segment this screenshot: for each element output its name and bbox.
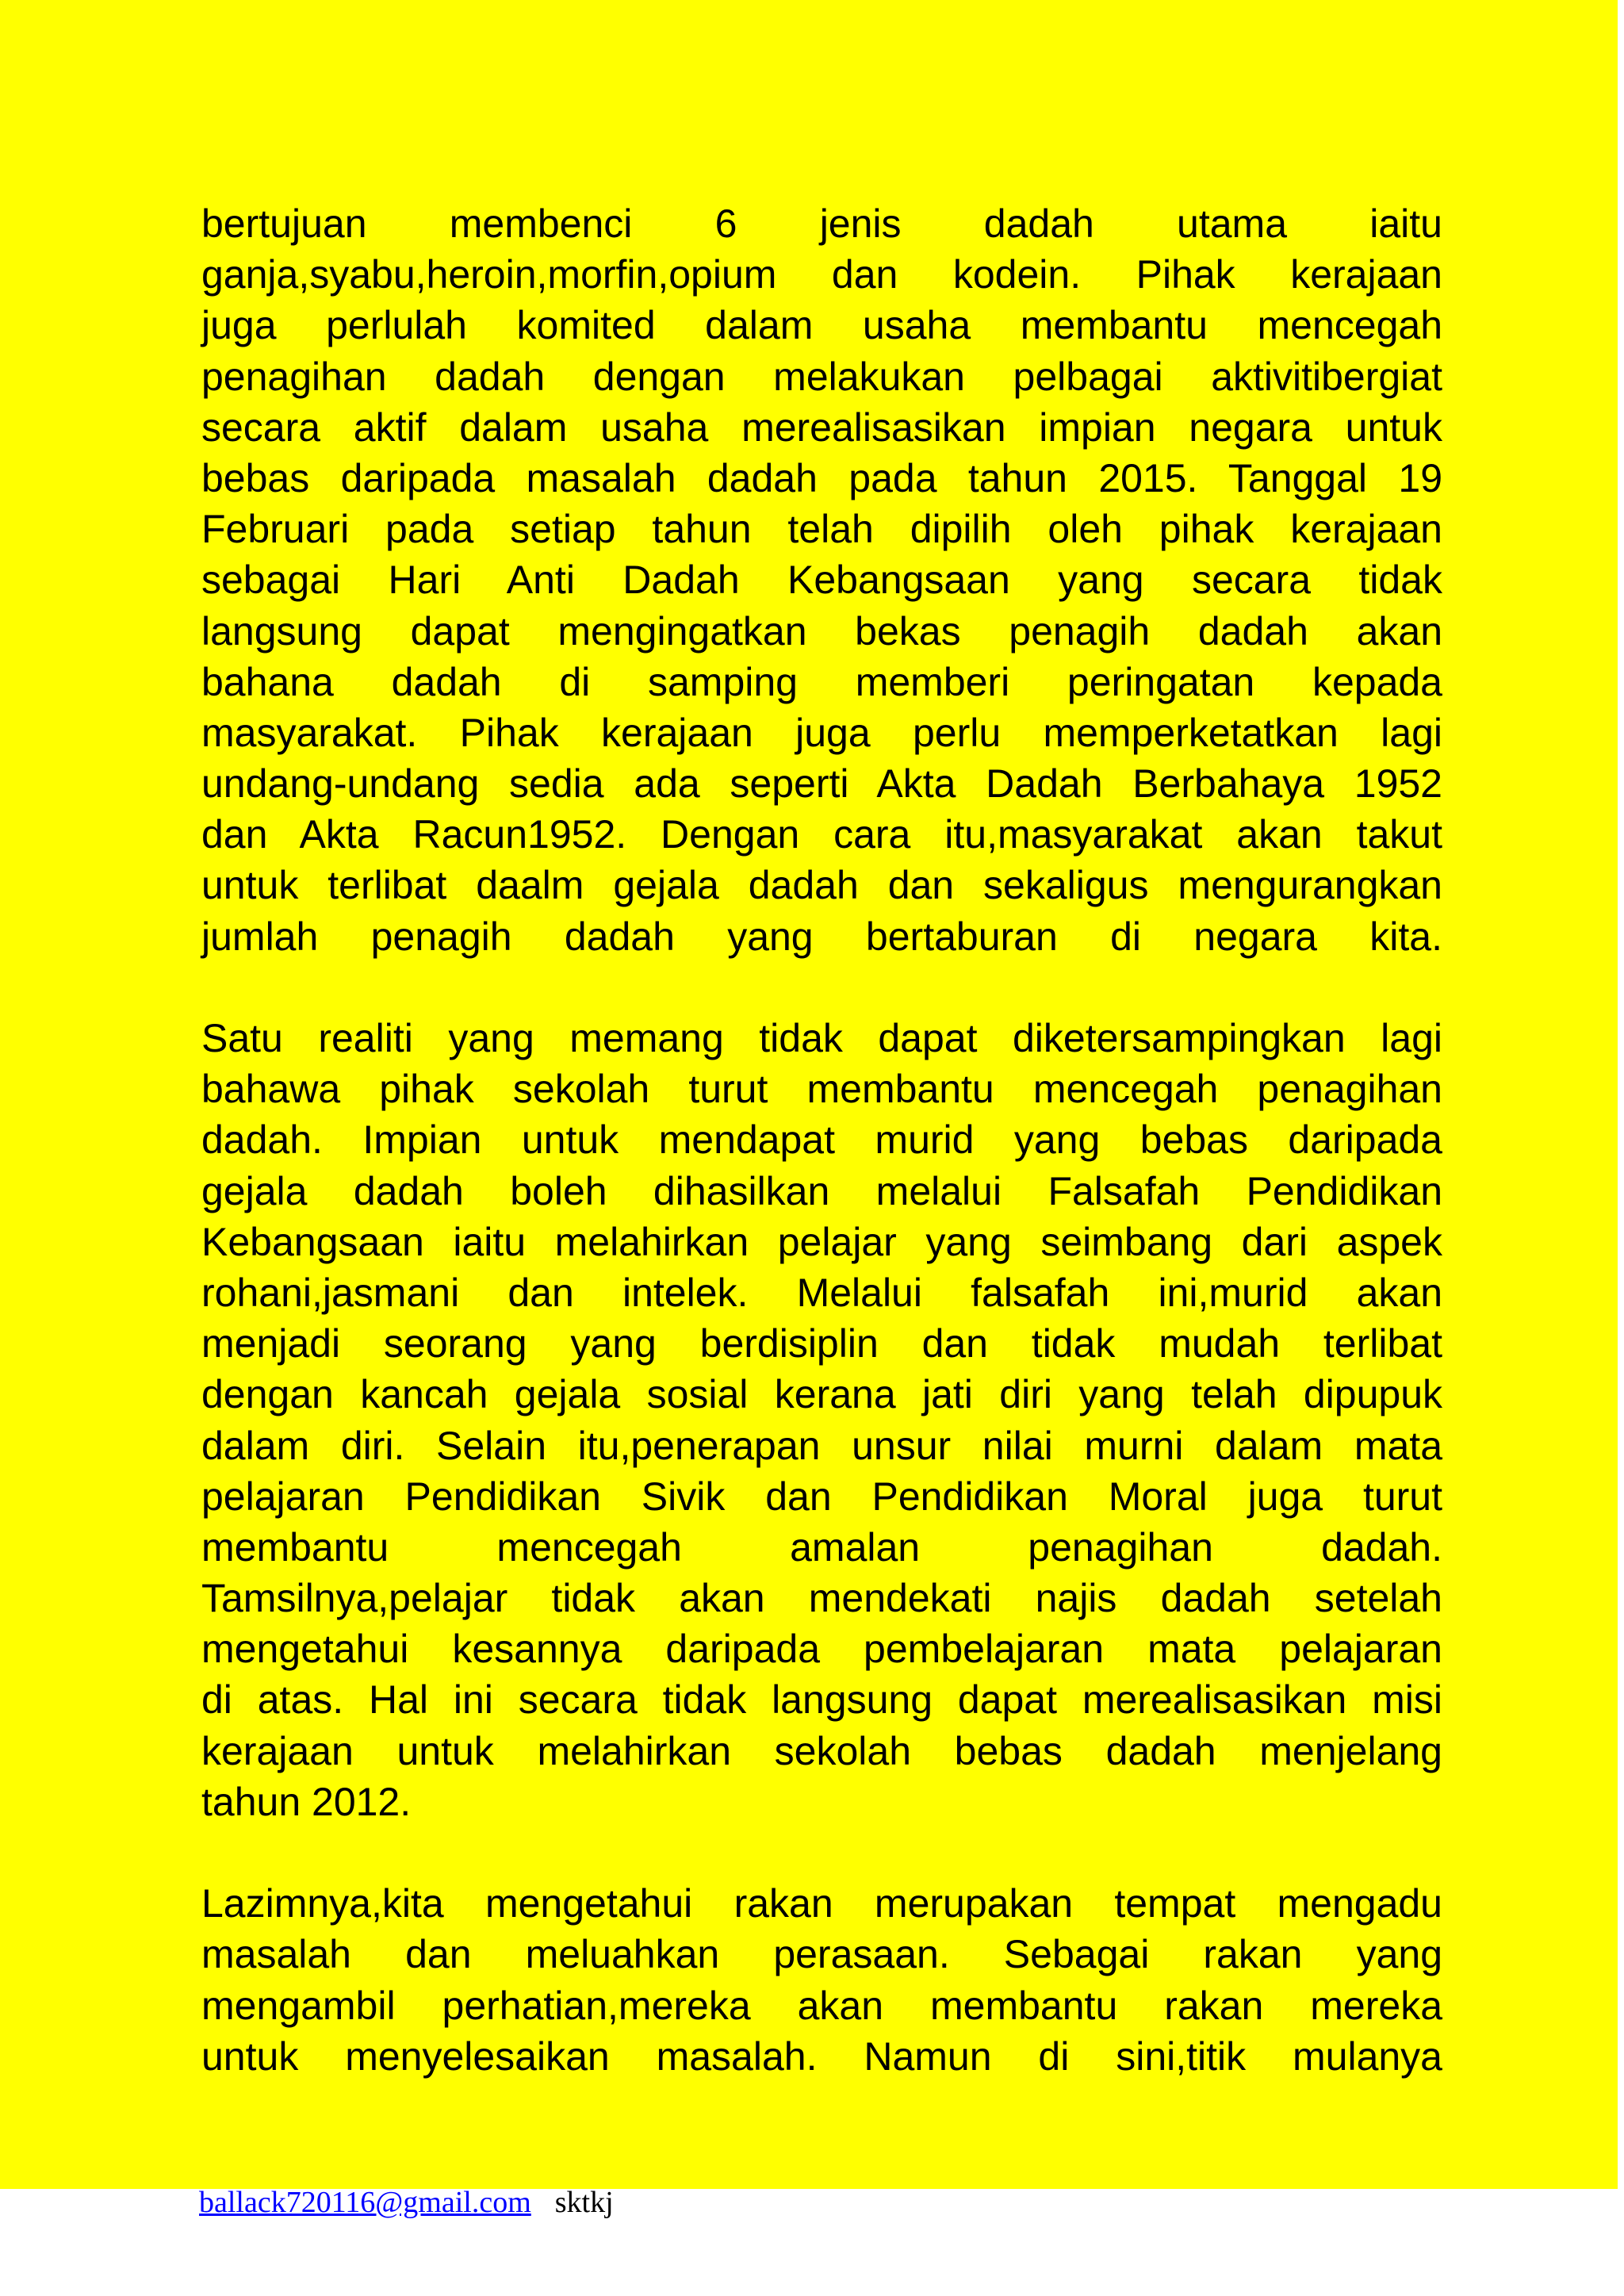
- text-line: membantu mencegah amalan penagihan dadah.: [201, 1524, 1442, 1570]
- text-line: sebagai Hari Anti Dadah Kebangsaan yang secara tidak: [201, 558, 1442, 603]
- text-line: Tamsilnya,pelajar tidak akan mendekati najis dadah setelah: [201, 1576, 1442, 1621]
- text-line: mengambil perhatian,mereka akan membantu rakan mereka: [201, 1983, 1442, 2028]
- text-line: bahawa pihak sekolah turut membantu mencegah penagihan: [201, 1067, 1442, 1112]
- text-line: dadah. Impian untuk mendapat murid yang bebas daripada: [201, 1117, 1442, 1163]
- article-body: [201, 198, 1442, 2082]
- text-line: bahana dadah di samping memberi peringatan kepada: [201, 659, 1442, 704]
- text-line: undang-undang sedia ada seperti Akta Dadah Berbahaya 1952: [201, 761, 1442, 807]
- text-line: di atas. Hal ini secara tidak langsung dapat merealisasikan misi: [201, 1677, 1442, 1723]
- text-line: dalam diri. Selain itu,penerapan unsur nilai murni dalam mata: [201, 1423, 1442, 1468]
- text-line: langsung dapat mengingatkan bekas penagih dadah akan: [201, 608, 1442, 654]
- text-line: untuk terlibat daalm gejala dadah dan sekaligus mengurangkan: [201, 863, 1442, 908]
- paragraph-1: [201, 198, 1442, 962]
- text-line: bertujuan membenci 6 jenis dadah utama iaitu: [201, 201, 1442, 246]
- email-link[interactable]: ballack720116@gmail.com: [199, 2186, 531, 2219]
- text-line: penagihan dadah dengan melakukan pelbagai aktivitibergiat: [201, 354, 1442, 399]
- text-line: Satu realiti yang memang tidak dapat diketersampingkan lagi: [201, 1016, 1442, 1060]
- text-line: dan Akta Racun1952. Dengan cara itu,masyarakat akan takut: [201, 812, 1442, 857]
- paragraph-gap: [201, 962, 1442, 1013]
- page-footer: [199, 2183, 614, 2222]
- text-line: gejala dadah boleh dihasilkan melalui Falsafah Pendidikan: [201, 1168, 1442, 1213]
- paragraph-gap: [201, 1827, 1442, 1878]
- text-line: Februari pada setiap tahun telah dipilih oleh pihak kerajaan: [201, 507, 1442, 552]
- text-line: rohani,jasmani dan intelek. Melalui falsafah ini,murid akan: [201, 1270, 1442, 1315]
- text-line: untuk menyelesaikan masalah. Namun di sini,titik mulanya: [201, 2033, 1442, 2079]
- footer-label: sktkj: [554, 2186, 614, 2219]
- text-line: ganja,syabu,heroin,morfin,opium dan kodein. Pihak kerajaan: [201, 252, 1442, 297]
- text-line: mengetahui kesannya daripada pembelajaran mata pelajaran: [201, 1627, 1442, 1672]
- text-line: dengan kancah gejala sosial kerana jati diri yang telah dipupuk: [201, 1372, 1442, 1417]
- text-line: tahun 2012.: [201, 1779, 412, 1824]
- text-line: masyarakat. Pihak kerajaan juga perlu memperketatkan lagi: [201, 710, 1442, 755]
- paragraph-2: [201, 1013, 1442, 1827]
- text-line: Lazimnya,kita mengetahui rakan merupakan tempat mengadu: [201, 1881, 1442, 1926]
- text-line: jumlah penagih dadah yang bertaburan di negara kita.: [201, 914, 1442, 959]
- text-line: kerajaan untuk melahirkan sekolah bebas dadah menjelang: [201, 1728, 1442, 1773]
- text-line: juga perlulah komited dalam usaha membantu mencegah: [201, 303, 1442, 348]
- paragraph-3: [201, 1878, 1442, 2082]
- text-line: bebas daripada masalah dadah pada tahun 2015. Tanggal 19: [201, 455, 1442, 500]
- text-line: Kebangsaan iaitu melahirkan pelajar yang seimbang dari aspek: [201, 1219, 1442, 1264]
- text-line: masalah dan meluahkan perasaan. Sebagai rakan yang: [201, 1932, 1442, 1977]
- text-line: secara aktif dalam usaha merealisasikan impian negara untuk: [201, 404, 1442, 450]
- text-line: pelajaran Pendidikan Sivik dan Pendidikan Moral juga turut: [201, 1474, 1442, 1519]
- text-line: menjadi seorang yang berdisiplin dan tidak mudah terlibat: [201, 1321, 1442, 1366]
